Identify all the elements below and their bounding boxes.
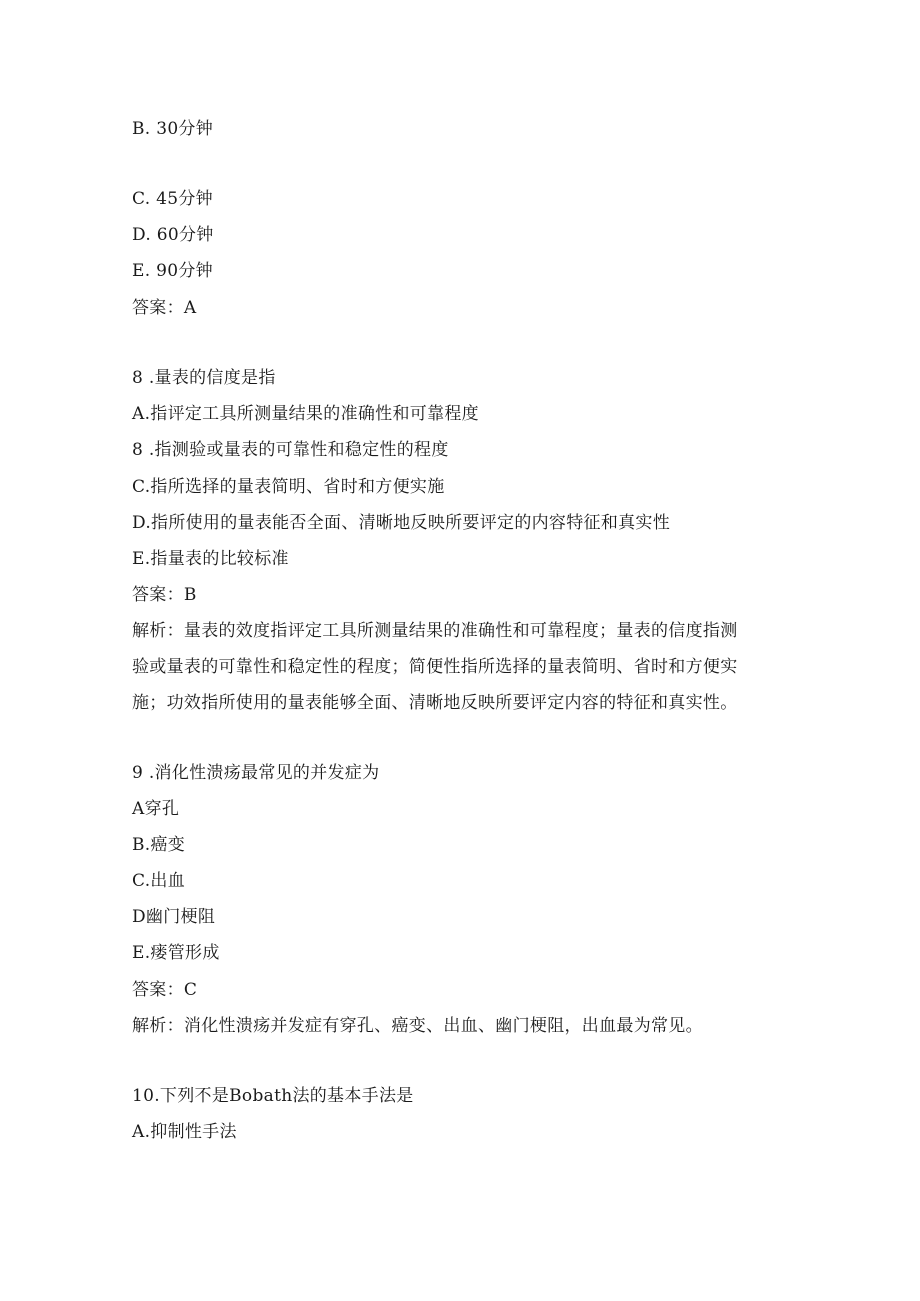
q8-analysis-line: 验或量表的可靠性和稳定性的程度；简便性指所选择的量表简明、省时和方便实: [132, 657, 738, 677]
q8-option-c: C.指所选择的量表简明、省时和方便实施: [132, 477, 445, 497]
q8-option-b: 8 .指测验或量表的可靠性和稳定性的程度: [132, 440, 449, 460]
q8-option-e: E.指量表的比较标准: [132, 549, 289, 569]
q9-option-a: A穿孔: [132, 799, 180, 819]
q7-option-c: C. 45分钟: [132, 189, 213, 209]
q7-answer: 答案：A: [132, 298, 197, 318]
q10-option-a: A.抑制性手法: [132, 1122, 237, 1142]
q9-question: 9 .消化性溃疡最常见的并发症为: [132, 763, 380, 783]
q8-question: 8 .量表的信度是指: [132, 368, 276, 388]
q8-analysis-line: 施；功效指所使用的量表能够全面、清晰地反映所要评定内容的特征和真实性。: [132, 693, 738, 713]
q7-option-e: E. 90分钟: [132, 261, 213, 281]
q10-question: 10.下列不是Bobath法的基本手法是: [132, 1086, 414, 1106]
q9-analysis: 解析：消化性溃疡并发症有穿孔、癌变、出血、幽门梗阻，出血最为常见。: [132, 1016, 703, 1036]
q8-analysis-line: 解析：量表的效度指评定工具所测量结果的准确性和可靠程度；量表的信度指测: [132, 621, 738, 641]
q7-option-b: B. 30分钟: [132, 119, 214, 139]
q9-option-e: E.瘘管形成: [132, 943, 220, 963]
q8-analysis: [132, 620, 792, 728]
q9-option-c: C.出血: [132, 871, 186, 891]
q9-option-d: D幽门梗阻: [132, 907, 216, 927]
q8-option-d: D.指所使用的量表能否全面、清晰地反映所要评定的内容特征和真实性: [132, 513, 671, 533]
q9-option-b: B.癌变: [132, 835, 186, 855]
q9-answer: 答案：C: [132, 980, 198, 1000]
q7-option-d: D. 60分钟: [132, 225, 214, 245]
q8-answer: 答案：B: [132, 585, 197, 605]
q8-option-a: A.指评定工具所测量结果的准确性和可靠程度: [132, 404, 479, 424]
